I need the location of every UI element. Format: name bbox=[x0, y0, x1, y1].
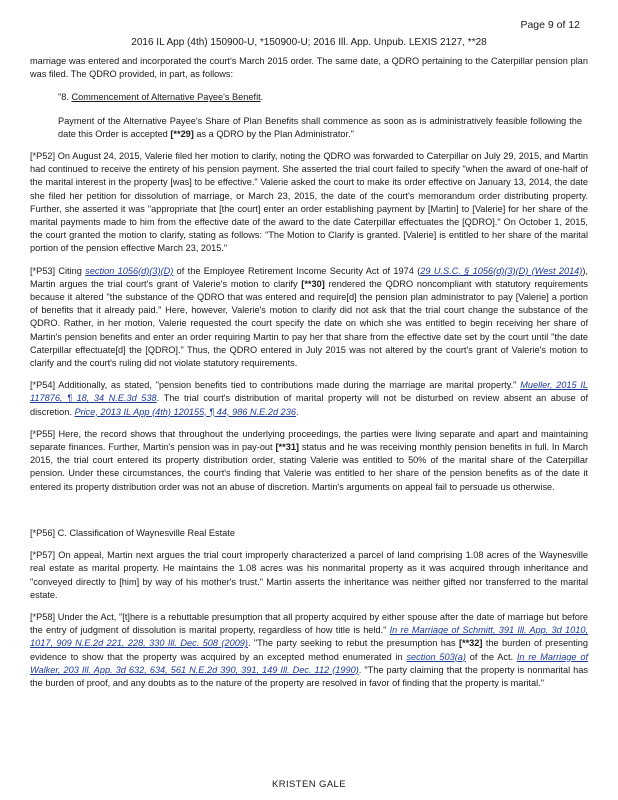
quote-text: Payment of the Alternative Payee's Share of Plan Benefits shall commence as soon as is administratively feasible following the date this Order is accepted [**29] as a QDRO by the Plan Administrator." bbox=[58, 115, 582, 139]
star-page: [**30] bbox=[301, 278, 325, 289]
statute-link[interactable]: section 1056(d)(3)(D) bbox=[85, 265, 174, 276]
page-number: Page 9 of 12 bbox=[520, 19, 580, 31]
case-link-schmitt[interactable]: In re Marriage of Schmitt, 391 Ill. App. 3d 1010, 1017, 909 N.E.2d 221, 228, 330 Ill. Dec. 508 (2009) bbox=[30, 625, 588, 649]
opinion-body bbox=[30, 55, 588, 690]
paragraph-p55: [*P55] Here, the record shows that throughout the underlying proceedings, the parties were living separate and apart and maintaining separate finances. Further, Martin's pension was in pay-out [**31] status and he was receiving monthly pension benefits in full. In March 2015, the trial court entered its property distribution order, stating Valerie was entitled to 50% of the marital share of the Caterpillar pension. Under these circumstances, the court's finding that Valerie was entitled to her share of the pension benefits as of the date it entered its property distribution order was not an abuse of discretion. Martin's arguments on appeal fail to persuade us otherwise. bbox=[30, 428, 589, 492]
paragraph-p54: [*P54] Additionally, as stated, "pension benefits tied to contributions made during the marriage are marital property." Mueller, 2015 IL 117876, ¶ 18, 34 N.E.3d 538. The trial court's distribution of marital property will not be disturbed on review absent an abuse of discretion. Price, 2013 IL App (4th) 120155, ¶ 44, 986 N.E.2d 236. bbox=[30, 380, 588, 417]
footer-name: KRISTEN GALE bbox=[272, 779, 346, 790]
case-link-price[interactable]: Price, 2013 IL App (4th) 120155, ¶ 44, 986 N.E.2d 236 bbox=[74, 406, 296, 417]
section-heading-p56: [*P56] C. Classification of Waynesville Real Estate bbox=[30, 527, 235, 538]
paragraph-p58: [*P58] Under the Act, "[t]here is a rebuttable presumption that all property acquired by either spouse after the date of marriage but before the entry of judgment of dissolution is marital property, regardless of how title is held." In re Marriage of Schmitt, 391 Ill. App. 3d 1010, 1017, 909 N.E.2d 221, 228, 330 Ill. Dec. 508 (2009). "The party seeking to rebut the presumption has [**32] the burden of presenting evidence to show that the property was acquired by an excepted method enumerated in section 503(a) of the Act. In re Marriage of Walker, 203 Ill. App. 3d 632, 634, 561 N.E.2d 390, 391, 149 Ill. Dec. 112 (1990). "The party claiming that the property is nonmarital has the burden of proof, and any doubts as to the nature of the property are resolved in favor of finding that the property is marital." bbox=[30, 611, 588, 688]
case-link-mueller[interactable]: Mueller, 2015 IL 117876, ¶ 18, 34 N.E.3d 538 bbox=[30, 380, 588, 404]
paragraph-intro: marriage was entered and incorporated the court's March 2015 order. The same date, a QDRO pertaining to the Caterpillar pension plan was filed. The QDRO provided, in part, as follows: bbox=[30, 56, 588, 80]
paragraph-p52: [*P52] On August 24, 2015, Valerie filed her motion to clarify, noting the QDRO was forwarded to Caterpillar on July 29, 2015, and Martin had continued to receive the entirety of his pension payment. She asserted the trial court failed to specify "when the award of one-half of the marital interest in the property [was] to be effective." Valerie asked the court to make its order effective on January 13, 2014, the date she filed her petition for dissolution of marriage, or March 23, 2015, the date of the court's memorandum order distributing property. Further, she asserted it was "appropriate that [the court] enter an order establishing payment by [Martin] to [Valerie] for her share of the marital payments made to him from the effective date of the award to the date Caterpillar effectuates the [QDRO]." On October 1, 2015, the court granted the motion to clarify, stating as follows: "The Motion to Clarify is granted. [Valerie] is entitled to her share of the marital portion of the pension effective March 23, 2015." bbox=[30, 151, 588, 254]
block-quote bbox=[58, 91, 582, 141]
running-citation: 2016 IL App (4th) 150900-U, *150900-U; 2016 Ill. App. Unpub. LEXIS 2127, **28 bbox=[131, 37, 487, 48]
star-page: [**31] bbox=[275, 442, 299, 453]
paragraph-p57: [*P57] On appeal, Martin next argues the trial court improperly characterized a parcel of land comprising 1.08 acres of the Waynesville real estate as marital property. He maintains the 1.08 acres was his nonmarital property as it was acquired through inheritance and "conveyed directly to [him] by way of his mother's trust." Martin asserts the inheritance was neither gifted nor transferred to the marital estate. bbox=[30, 550, 588, 600]
statute-link-503a[interactable]: section 503(a) bbox=[406, 651, 466, 662]
star-page: [**32] bbox=[458, 638, 483, 649]
case-link-walker[interactable]: In re Marriage of Walker, 203 Ill. App. 3d 632, 634, 561 N.E.2d 390, 391, 149 Ill. Dec. 112 (1990) bbox=[30, 651, 588, 675]
usc-link[interactable]: 29 U.S.C. § 1056(d)(3)(D) (West 2014) bbox=[420, 265, 583, 276]
star-page: [**29] bbox=[170, 128, 194, 139]
quote-heading: "8. Commencement of Alternative Payee's Benefit. bbox=[58, 92, 264, 103]
paragraph-p53: [*P53] Citing section 1056(d)(3)(D) of the Employee Retirement Income Security Act of 1974 (29 U.S.C. § 1056(d)(3)(D) (West 2014)), Martin argues the trial court's grant of Valerie's motion to clarify [**30] rendered the QDRO noncompliant with statutory requirements because it altered "the substance of the QDRO that was entered and require[d] the pension plan administrator to pay [Valerie] a portion of benefits that it already paid." Here, however, Valerie's motion to clarify did not ask that the trial court change the substance of the QDRO. Rather, in her motion, Valerie requested the court specify the date on which she was entitled to begin receiving her share of Martin's pension benefits and enter an order requiring Martin to pay her that share from the effective date set by the court until "the date Caterpillar effectuate[d] the [QDRO]." Thus, the QDRO entered in July 2015 was not altered by the court's grant of Valerie's motion to clarify and the court's ruling did not violate statutory requirements. bbox=[30, 265, 588, 369]
